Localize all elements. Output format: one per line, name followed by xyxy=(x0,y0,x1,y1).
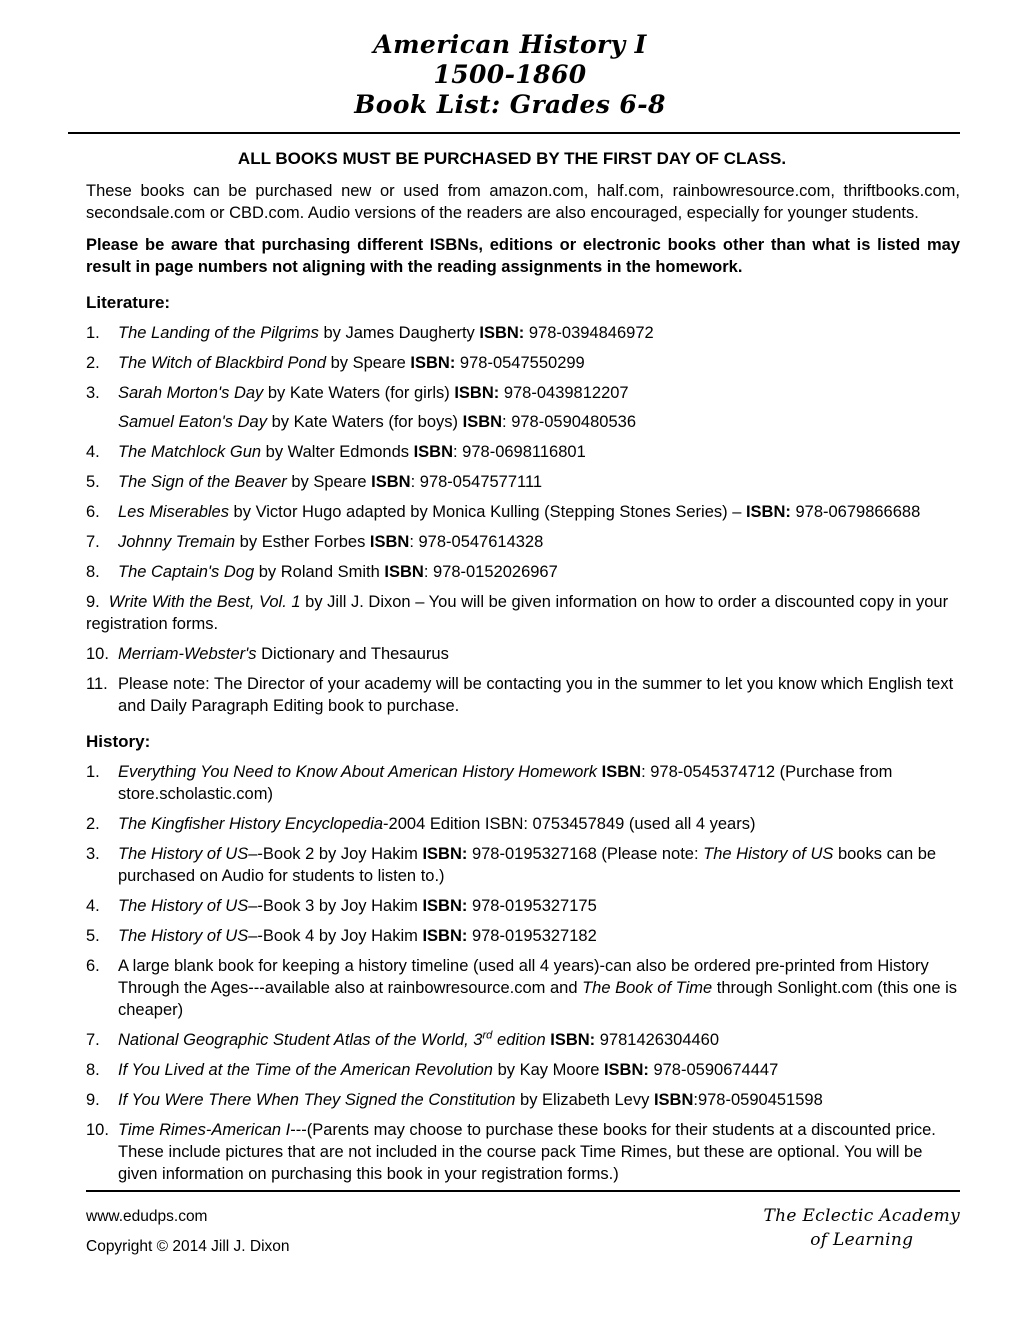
literature-item xyxy=(86,531,968,553)
literature-item-number: 6. xyxy=(86,503,100,521)
history-item-title-suffix: $^{rd}$ edition xyxy=(482,1029,546,1049)
literature-item-detail: Dictionary and Thesaurus xyxy=(256,645,449,663)
literature-item-title: Les Miserables xyxy=(118,503,229,521)
history-item-isbn-label: ISBN xyxy=(653,1091,694,1109)
history-item-detail: A large blank book for keeping a history timeline (used all 4 years)-can also be ordered pre-printed from History Through the Ages---available also at rainbowresource.com and xyxy=(118,957,929,997)
footer-left-block xyxy=(86,1202,290,1262)
header-divider xyxy=(68,132,960,134)
literature-item-isbn-value: : 978-0152026967 xyxy=(423,563,558,581)
literature-item-title: The Sign of the Beaver xyxy=(118,473,287,491)
history-item-detail: -2004 Edition xyxy=(383,815,485,833)
history-item-title: The History of US xyxy=(118,845,249,863)
literature-item-number: 1. xyxy=(86,324,100,342)
history-item-number: 9. xyxy=(86,1091,100,1109)
history-heading: History: xyxy=(86,732,151,751)
history-item-number: 5. xyxy=(86,927,100,945)
literature-item xyxy=(86,471,968,493)
literature-item-isbn-label: ISBN xyxy=(413,443,454,461)
literature-item-isbn-label: ISBN xyxy=(369,533,410,551)
history-item-isbn-value: 978-0195327182 xyxy=(467,927,597,945)
literature-item-isbn-value: : 978-0698116801 xyxy=(453,443,586,461)
literature-item xyxy=(86,673,968,717)
literature-item-isbn-value: 978-0394846972 xyxy=(524,324,654,342)
literature-item-title: The Landing of the Pilgrims xyxy=(118,324,319,342)
literature-item-isbn-value: : 978-0547614328 xyxy=(409,533,544,551)
footer-website[interactable]: www.edudps.com xyxy=(86,1208,208,1225)
history-item xyxy=(86,1119,968,1185)
history-item-tail-title: The History of US xyxy=(703,845,834,863)
literature-item-detail: by Esther Forbes xyxy=(235,533,370,551)
history-item-detail: by Elizabeth Levy xyxy=(515,1091,654,1109)
literature-item-detail: by James Daugherty xyxy=(318,324,480,342)
literature-item xyxy=(86,561,968,583)
literature-item xyxy=(86,382,968,404)
title-line-1: American History I xyxy=(373,30,647,59)
literature-item-title: The Captain's Dog xyxy=(118,563,255,581)
history-item-number: 3. xyxy=(86,845,100,863)
literature-item xyxy=(86,322,968,344)
history-item-isbn-value: 978-0590674447 xyxy=(648,1061,779,1079)
literature-item-detail: by Jill J. Dixon – You will be given information on how to order a discounted copy in your registration forms. xyxy=(86,593,949,633)
history-item-isbn-value: :978-0590451598 xyxy=(693,1091,823,1109)
literature-item xyxy=(86,501,968,523)
literature-item-detail: by Kate Waters (for girls) xyxy=(263,384,455,402)
history-item xyxy=(86,761,968,805)
literature-item-number: 9. xyxy=(86,593,100,611)
literature-heading: Literature: xyxy=(86,293,171,312)
warning-paragraph: Please be aware that purchasing different ISBNs, editions or electronic books other than what is listed may result in page numbers not aligning with the reading assignments in the homework. xyxy=(86,236,960,276)
history-item xyxy=(86,955,968,1021)
literature-item-detail: by Speare xyxy=(286,473,372,491)
history-item-title: The History of US xyxy=(118,897,249,915)
history-item-isbn-label: ISBN xyxy=(601,763,642,781)
literature-item-detail: by Kate Waters (for boys) xyxy=(266,413,463,431)
history-item-title: National Geographic Student Atlas of the World, 3 xyxy=(118,1031,483,1049)
document-body xyxy=(0,148,1020,1185)
history-item-isbn-label: ISBN: xyxy=(422,845,468,863)
literature-item-detail: by Roland Smith xyxy=(254,563,385,581)
literature-item-title: Sarah Morton's Day xyxy=(118,384,264,402)
history-item xyxy=(86,925,968,947)
history-list xyxy=(86,761,968,1185)
literature-item xyxy=(86,643,968,665)
academy-logo-text xyxy=(764,1202,961,1252)
literature-item-isbn-label: ISBN: xyxy=(454,384,500,402)
literature-item-isbn-label: ISBN xyxy=(384,563,424,581)
literature-item-detail: Please note: The Director of your academy will be contacting you in the summer to let you know which English text and Daily Paragraph Editing book to purchase. xyxy=(118,675,954,715)
history-item-detail: ---(Parents may choose to purchase these books for their students at a discounted price. These include pictures that are not included in the course pack Time Rimes, but these are optional. You will be given information on purchasing this book in your registration forms.) xyxy=(118,1121,936,1183)
literature-item-number: 2. xyxy=(86,354,100,372)
literature-item-isbn-label: ISBN xyxy=(371,473,411,491)
history-item-isbn-label: ISBN: xyxy=(550,1031,596,1049)
history-item-title: Everything You Need to Know About American History Homework xyxy=(118,763,598,781)
literature-item-isbn-value: 978-0547550299 xyxy=(455,354,585,372)
literature-item xyxy=(86,441,968,463)
literature-item-number: 7. xyxy=(86,533,100,551)
history-item-isbn-label: ISBN: xyxy=(603,1061,649,1079)
literature-item-number: 11. xyxy=(86,675,108,693)
history-item xyxy=(86,813,968,835)
literature-item-number: 5. xyxy=(86,473,100,491)
literature-item-title: Write With the Best, Vol. 1 xyxy=(108,593,301,611)
literature-item-detail: by Speare xyxy=(326,354,411,372)
document-title-block xyxy=(0,0,1020,120)
literature-item xyxy=(86,591,968,635)
literature-item-detail: by Victor Hugo adapted by Monica Kulling (Stepping Stones Series) – xyxy=(228,503,746,521)
literature-item-title: Merriam-Webster's xyxy=(118,645,257,663)
literature-item-isbn-value: 978-0439812207 xyxy=(499,384,629,402)
history-item-detail: –-Book 3 by Joy Hakim xyxy=(248,897,423,915)
document-footer xyxy=(0,1190,1020,1262)
history-item-number: 2. xyxy=(86,815,100,833)
literature-item-isbn-value: : 978-0547577111 xyxy=(410,473,543,491)
history-item-isbn-label: ISBN: xyxy=(422,927,468,945)
literature-item xyxy=(86,411,968,433)
literature-item-detail: by Walter Edmonds xyxy=(261,443,414,461)
literature-item-number: 8. xyxy=(86,563,100,581)
history-item-title: Time Rimes-American I xyxy=(118,1121,291,1139)
history-item-title: The History of US xyxy=(118,927,249,945)
literature-item-isbn-label: ISBN: xyxy=(745,503,791,521)
history-item-detail: by Kay Moore xyxy=(492,1061,604,1079)
history-item-number: 6. xyxy=(86,957,100,975)
literature-item-isbn-value: 978-0679866688 xyxy=(790,503,921,521)
academy-name-line-1: The Eclectic Academy xyxy=(763,1206,960,1226)
literature-item xyxy=(86,352,968,374)
literature-item-isbn-label: ISBN: xyxy=(410,354,456,372)
history-item xyxy=(86,843,968,887)
literature-item-isbn-label: ISBN: xyxy=(479,324,525,342)
history-item xyxy=(86,1029,968,1051)
history-item xyxy=(86,1059,968,1081)
history-item-title: The Kingfisher History Encyclopedia xyxy=(118,815,384,833)
purchase-notice: ALL BOOKS MUST BE PURCHASED BY THE FIRST DAY OF CLASS. xyxy=(237,149,787,168)
history-item-isbn-value: 9781426304460 xyxy=(595,1031,720,1049)
literature-item-title: The Witch of Blackbird Pond xyxy=(118,354,327,372)
history-item-tail: books can be purchased on Audio for students to listen to.) xyxy=(118,845,937,885)
literature-item-number: 4. xyxy=(86,443,100,461)
history-item-number: 7. xyxy=(86,1031,100,1049)
history-item-detail: –-Book 2 by Joy Hakim xyxy=(248,845,423,863)
literature-item-isbn-label: ISBN xyxy=(462,413,503,431)
history-item-number: 8. xyxy=(86,1061,100,1079)
literature-item-title: Samuel Eaton's Day xyxy=(118,413,267,431)
history-item-isbn-label: ISBN: xyxy=(422,897,468,915)
history-item-detail: –-Book 4 by Joy Hakim xyxy=(248,927,423,945)
history-item-number: 10. xyxy=(86,1121,109,1139)
footer-copyright: Copyright © 2014 Jill J. Dixon xyxy=(86,1238,290,1255)
history-item-number: 1. xyxy=(86,763,100,781)
history-item xyxy=(86,1089,968,1111)
literature-item-number: 10. xyxy=(86,645,109,663)
history-item-isbn-value: 978-0195327168 (Please note: xyxy=(467,845,704,863)
title-line-2: 1500-1860 xyxy=(433,60,587,89)
history-item-title: If You Were There When They Signed the Constitution xyxy=(118,1091,516,1109)
history-item-number: 4. xyxy=(86,897,100,915)
history-item-isbn-value: ISBN: 0753457849 (used all 4 years) xyxy=(484,815,756,833)
history-item xyxy=(86,895,968,917)
academy-name-line-2: of Learning xyxy=(810,1230,914,1250)
intro-paragraph: These books can be purchased new or used from amazon.com, half.com, rainbowresource.com, thriftbooks.com, secondsale.com or CBD.com. Audio versions of the readers are also encouraged, especially for younger students. xyxy=(86,182,960,222)
title-line-3: Book List: Grades 6-8 xyxy=(354,90,666,119)
history-item-ordinal: rd xyxy=(482,1029,493,1042)
literature-item-title: The Matchlock Gun xyxy=(118,443,262,461)
literature-item-number: 3. xyxy=(86,384,100,402)
history-item-isbn-value: : 978-0545374712 (Purchase from store.scholastic.com) xyxy=(118,763,893,803)
history-item-isbn-value: 978-0195327175 xyxy=(467,897,597,915)
history-item-title: If You Lived at the Time of the American Revolution xyxy=(118,1061,493,1079)
literature-list xyxy=(86,322,968,717)
literature-item-title: Johnny Tremain xyxy=(118,533,236,551)
history-item-tail-title: The Book of Time xyxy=(582,979,713,997)
history-item-tail: through Sonlight.com (this one is cheaper) xyxy=(118,979,958,1019)
literature-item-isbn-value: : 978-0590480536 xyxy=(502,413,636,431)
